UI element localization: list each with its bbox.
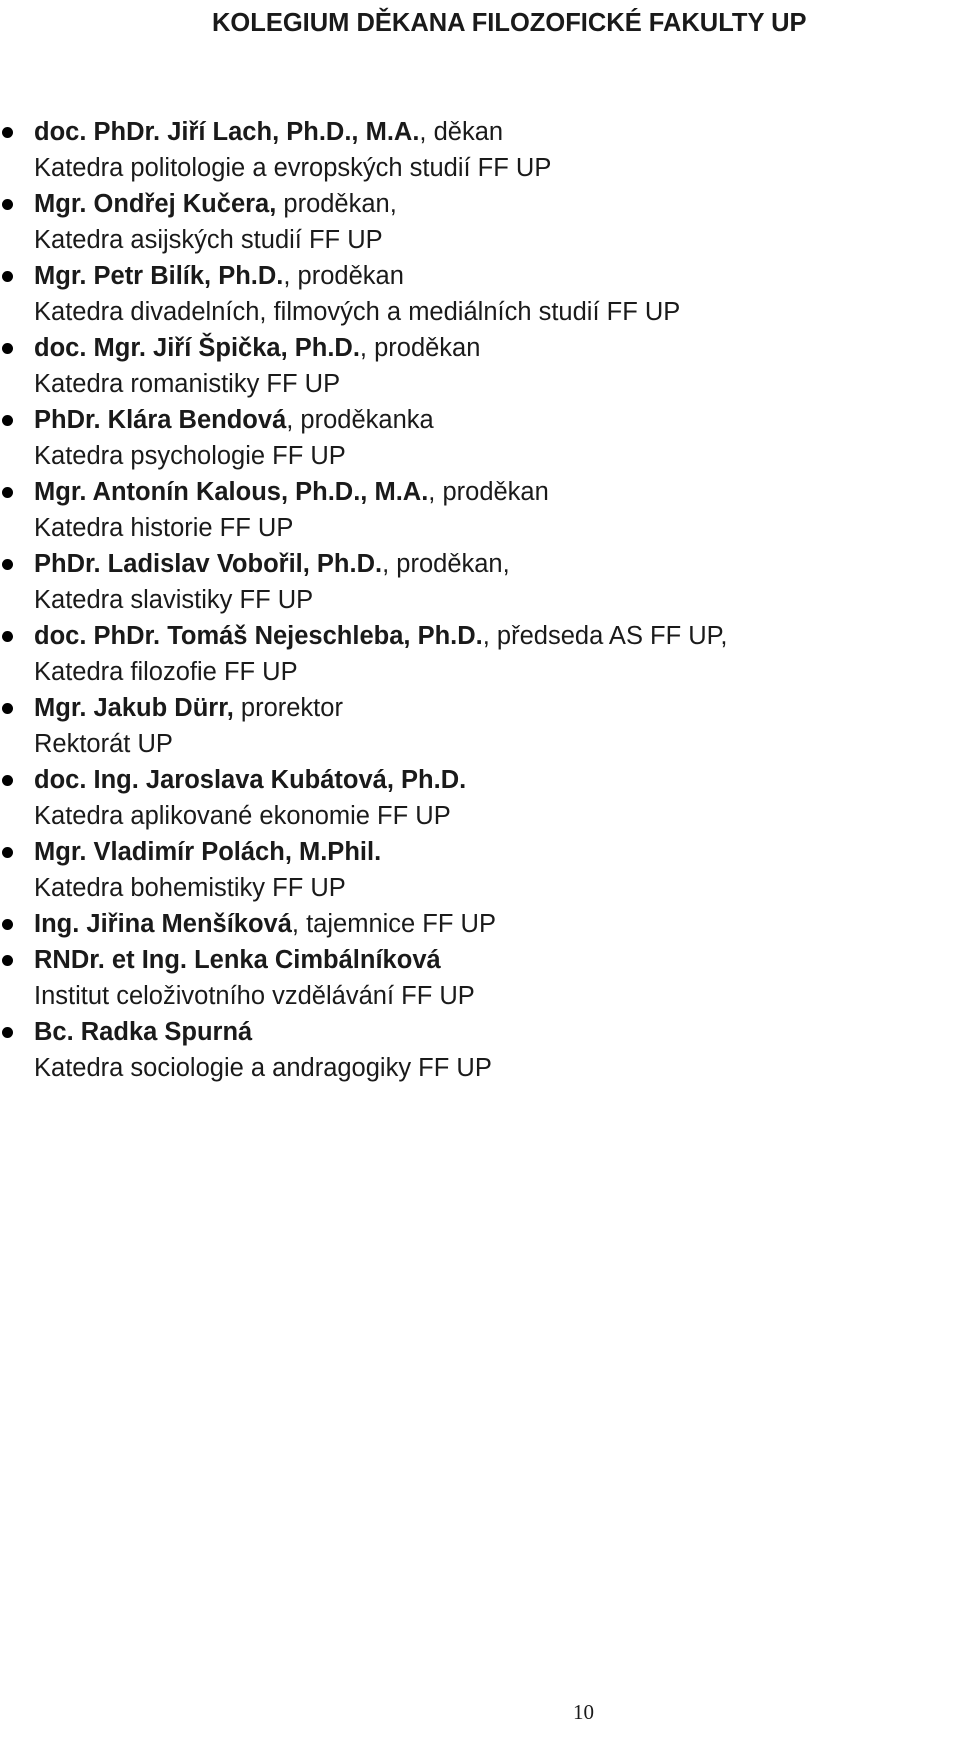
member-name: Ing. Jiřina Menšíková [34, 910, 292, 938]
member-role: , proděkan, [382, 550, 510, 578]
member-department: Katedra asijských studií FF UP [34, 226, 383, 254]
member-name: RNDr. et Ing. Lenka Cimbálníková [34, 946, 441, 974]
bullet-icon [2, 919, 13, 930]
list-item [0, 402, 960, 474]
member-role: proděkan, [276, 190, 397, 218]
member-role: , děkan [419, 118, 504, 146]
bullet-icon [2, 487, 13, 498]
member-name: doc. PhDr. Tomáš Nejeschleba, Ph.D. [34, 622, 483, 650]
member-role: prorektor [233, 694, 343, 722]
member-department: Katedra historie FF UP [34, 514, 294, 542]
member-name: doc. Ing. Jaroslava Kubátová, Ph.D. [34, 766, 467, 794]
member-department: Katedra bohemistiky FF UP [34, 874, 346, 902]
bullet-icon [2, 775, 13, 786]
bullet-icon [2, 199, 13, 210]
list-item [0, 330, 960, 402]
list-item [0, 114, 960, 186]
member-department: Katedra politologie a evropských studií FF UP [34, 154, 552, 182]
member-heading [34, 474, 960, 510]
member-name: doc. PhDr. Jiří Lach, Ph.D., M.A. [34, 118, 420, 146]
list-item [0, 546, 960, 618]
member-name: Bc. Radka Spurná [34, 1018, 253, 1046]
list-item [0, 186, 960, 258]
member-heading [34, 906, 960, 942]
bullet-icon [2, 271, 13, 282]
member-heading [34, 330, 960, 366]
member-role: , proděkan [428, 478, 549, 506]
bullet-icon [2, 1027, 13, 1038]
member-heading [34, 546, 960, 582]
member-heading [34, 942, 960, 978]
bullet-icon [2, 415, 13, 426]
member-name: PhDr. Klára Bendová [34, 406, 287, 434]
member-heading [34, 114, 960, 150]
member-department: Katedra slavistiky FF UP [34, 586, 314, 614]
list-item [0, 474, 960, 546]
member-department: Katedra sociologie a andragogiky FF UP [34, 1054, 492, 1082]
bullet-icon [2, 847, 13, 858]
member-department: Katedra filozofie FF UP [34, 658, 298, 686]
member-role: , tajemnice FF UP [291, 910, 496, 938]
list-item [0, 834, 960, 906]
member-name: Mgr. Vladimír Polách, M.Phil. [34, 838, 382, 866]
member-department: Katedra romanistiky FF UP [34, 370, 341, 398]
bullet-icon [2, 559, 13, 570]
member-heading [34, 762, 960, 798]
member-heading [34, 618, 960, 654]
member-department: Rektorát UP [34, 730, 173, 758]
member-department: Katedra psychologie FF UP [34, 442, 346, 470]
bullet-icon [2, 955, 13, 966]
member-name: Mgr. Jakub Dürr, [34, 694, 234, 722]
member-heading [34, 690, 960, 726]
member-name: Mgr. Ondřej Kučera, [34, 190, 277, 218]
list-item [0, 690, 960, 762]
member-heading [34, 402, 960, 438]
bullet-icon [2, 343, 13, 354]
member-role: , proděkanka [286, 406, 434, 434]
member-heading [34, 834, 960, 870]
list-item [0, 942, 960, 1014]
member-role: , proděkan [359, 334, 481, 362]
page-number: 10 [573, 1700, 594, 1724]
member-list [0, 114, 960, 1086]
member-role: , předseda AS FF UP, [482, 622, 728, 650]
member-department: Katedra aplikované ekonomie FF UP [34, 802, 451, 830]
bullet-icon [2, 631, 13, 642]
bullet-icon [2, 127, 13, 138]
member-heading [34, 1014, 960, 1050]
member-name: doc. Mgr. Jiří Špička, Ph.D. [34, 334, 360, 362]
member-role: , proděkan [283, 262, 404, 290]
page-title: KOLEGIUM DĚKANA FILOZOFICKÉ FAKULTY UP [212, 9, 807, 37]
list-item [0, 1014, 960, 1086]
member-name: PhDr. Ladislav Vobořil, Ph.D. [34, 550, 383, 578]
list-item [0, 762, 960, 834]
bullet-icon [2, 703, 13, 714]
member-department: Katedra divadelních, filmových a mediálních studií FF UP [34, 298, 681, 326]
member-name: Mgr. Antonín Kalous, Ph.D., M.A. [34, 478, 429, 506]
list-item [0, 258, 960, 330]
list-item [0, 906, 960, 942]
member-heading [34, 258, 960, 294]
member-name: Mgr. Petr Bilík, Ph.D. [34, 262, 284, 290]
list-item [0, 618, 960, 690]
member-heading [34, 186, 960, 222]
member-department: Institut celoživotního vzdělávání FF UP [34, 982, 475, 1010]
